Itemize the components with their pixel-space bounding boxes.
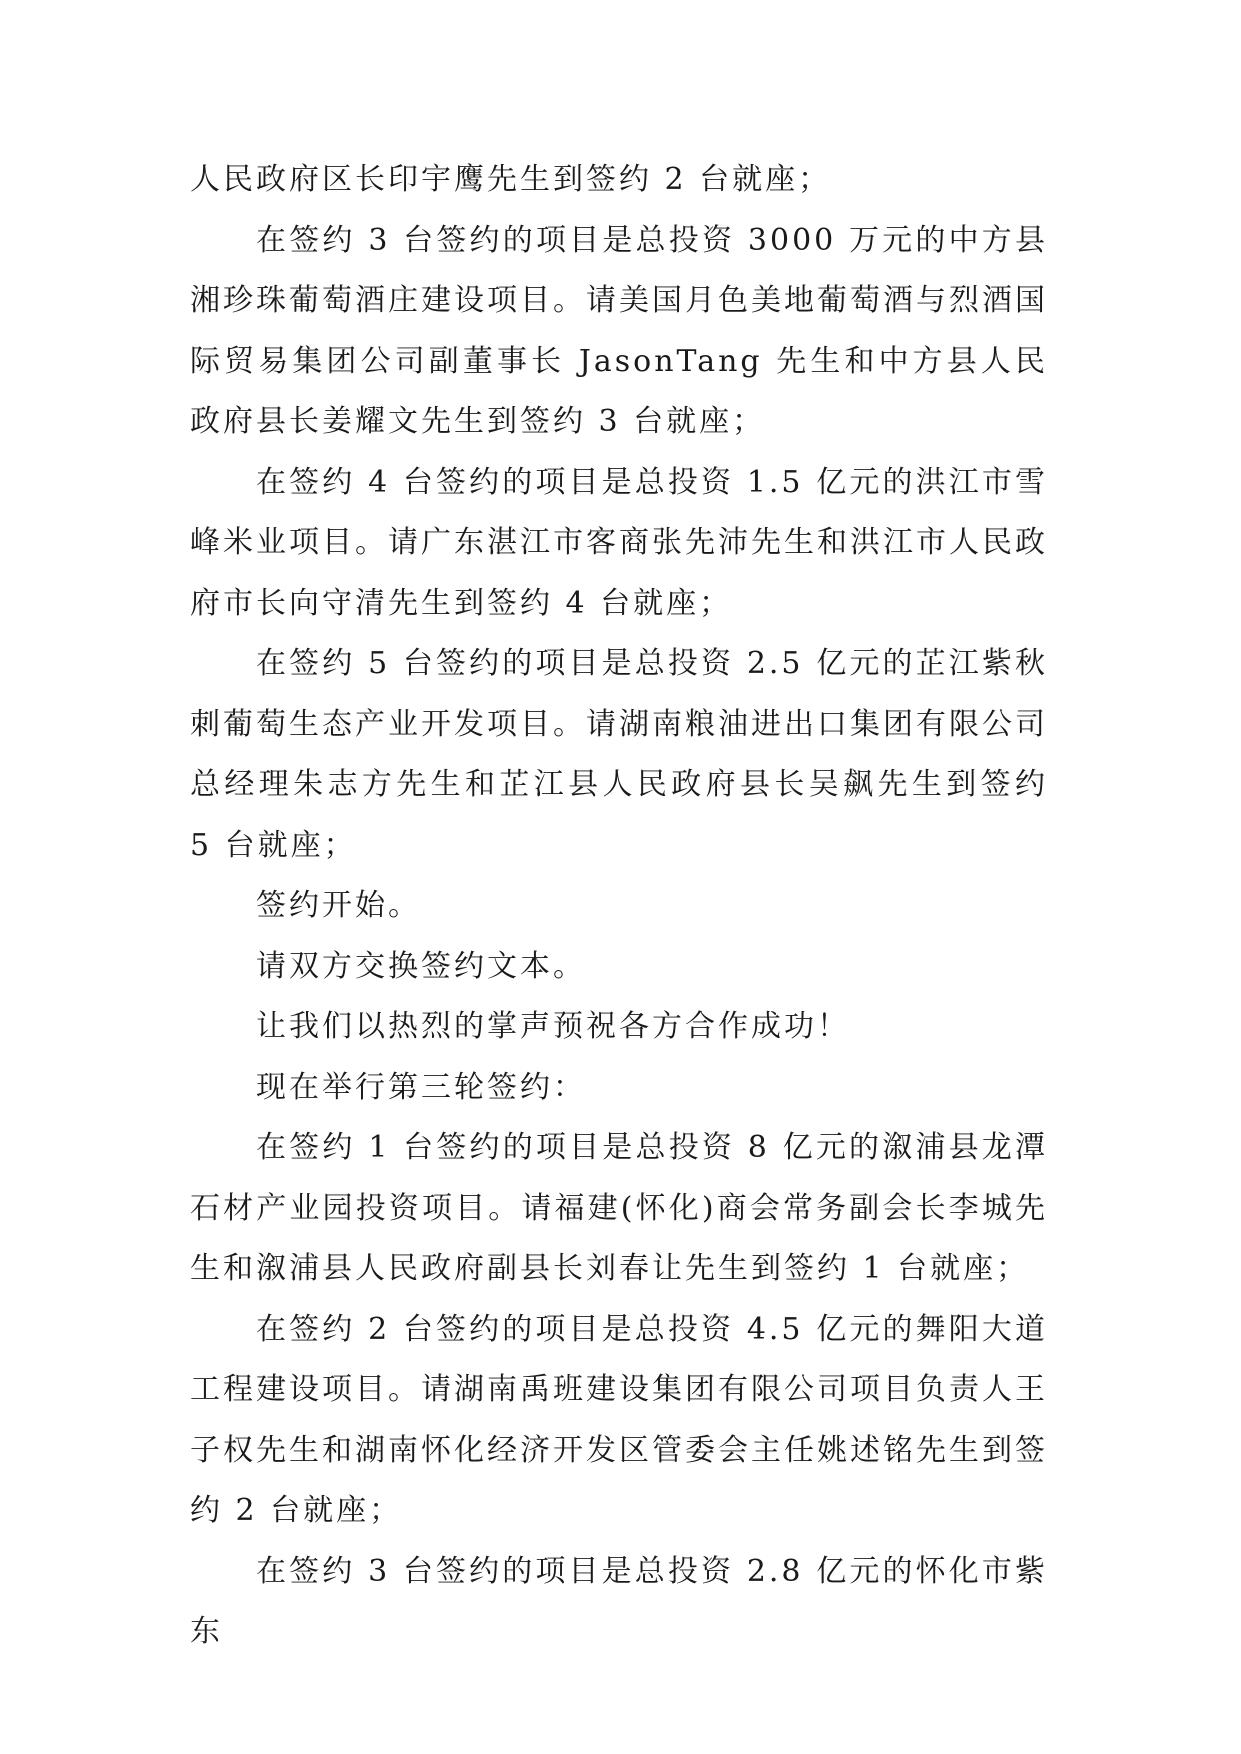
paragraph-4: 在签约 5 台签约的项目是总投资 2.5 亿元的芷江紫秋刺葡萄生态产业开发项目。请湖南粮油进出口集团有限公司总经理朱志方先生和芷江县人民政府县长吴飙先生到签约 5 台就座； [190, 646, 1061, 863]
paragraph-7: 让我们以热烈的掌声预祝各方合作成功！ [256, 1009, 850, 1044]
paragraph-6: 请双方交换签约文本。 [256, 948, 586, 984]
paragraph-8: 现在举行第三轮签约： [256, 1069, 586, 1105]
paragraph-3: 在签约 4 台签约的项目是总投资 1.5 亿元的洪江市雪峰米业项目。请广东湛江市客商张先沛先生和洪江市人民政府市长向守清先生到签约 4 台就座； [190, 464, 1048, 621]
paragraph-2: 在签约 3 台签约的项目是总投资 3000 万元的中方县湘珍珠葡萄酒庄建设项目。请美国月色美地葡萄酒与烈酒国际贸易集团公司副董事长 JasonTang 先生和中方县人民政府县长姜耀文先生到签约 3 台就座； [190, 222, 1048, 439]
document-page [190, 150, 1061, 1663]
paragraph-9: 在签约 1 台签约的项目是总投资 8 亿元的溆浦县龙潭石材产业园投资项目。请福建(怀化)商会常务副会长李城先生和溆浦县人民政府副县长刘春让先生到签约 1 台就座； [190, 1130, 1048, 1286]
paragraph-10: 在签约 2 台签约的项目是总投资 4.5 亿元的舞阳大道工程建设项目。请湖南禹班建设集团有限公司项目负责人王子权先生和湖南怀化经济开发区管委会主任姚述铭先生到签约 2 台就座； [190, 1311, 1048, 1528]
paragraph-1: 人民政府区长印宇鹰先生到签约 2 台就座； [190, 162, 832, 197]
paragraph-5: 签约开始。 [256, 888, 421, 923]
paragraph-11: 在签约 3 台签约的项目是总投资 2.8 亿元的怀化市紫东 [190, 1553, 1048, 1649]
